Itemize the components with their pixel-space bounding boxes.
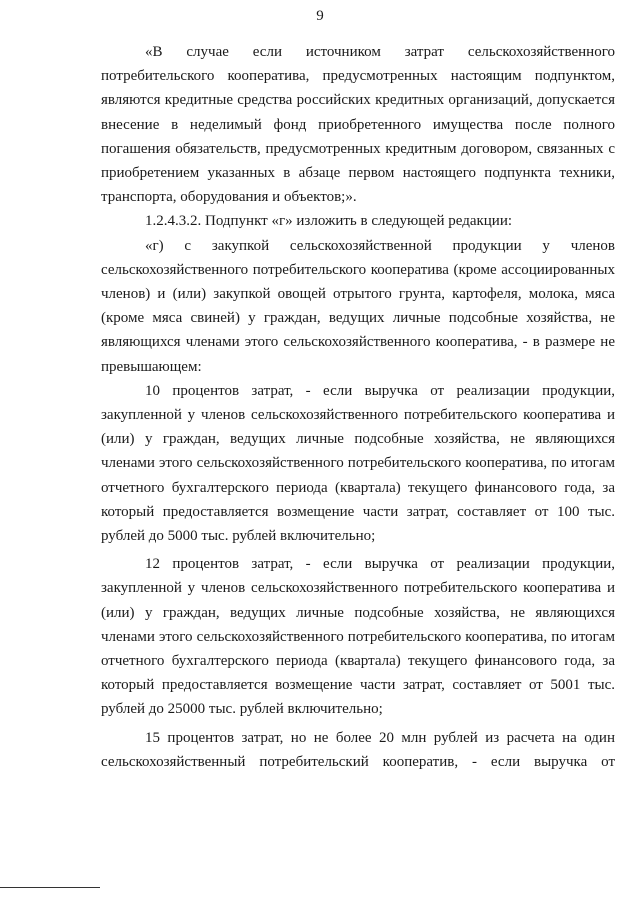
paragraph-credit-funds: «В случае если источником затрат сельскохозяйственного потребительского кооператива, предусмотренных настоящим подпунктом, являются кредитные средства российских кредитных организаций, допускается внесение в неделимый фонд приобретенного имущества после полного погашения обязательств, предусмотренных кредитным договором, связанных с приобретением указанных в абзаце первом настоящего подпункта техники, транспорта, оборудования и объектов;». [101, 44, 615, 206]
paragraph-10-percent: 10 процентов затрат, - если выручка от реализации продукции, закупленной у членов сельскохозяйственного потребительского кооператива и (или) у граждан, ведущих личные подсобные хозяйства, не являющихся членами этого сельскохозяйственного потребительского кооператива, по итогам отчетного бухгалтерского периода (квартала) текущего финансового года, за который предоставляется возмещение части затрат, составляет от 100 тыс. рублей до 5000 тыс. рублей включительно; [101, 382, 615, 545]
paragraph-12-percent: 12 процентов затрат, - если выручка от реализации продукции, закупленной у членов сельскохозяйственного потребительского кооператива и (или) у граждан, ведущих личные подсобные хозяйства, не являющихся членами этого сельскохозяйственного потребительского кооператива, по итогам отчетного бухгалтерского периода (квартала) текущего финансового года, за который предоставляется возмещение части затрат, составляет от 5001 тыс. рублей до 25000 тыс. рублей включительно; [101, 556, 615, 718]
footnote-rule [0, 887, 100, 888]
page-number: 9 [316, 8, 324, 24]
paragraph-15-percent: 15 процентов затрат, но не более 20 млн рублей из расчета на один сельскохозяйственный потребительский кооператив, - если выручка от [101, 729, 615, 770]
paragraph-subitem-g: «г) с закупкой сельскохозяйственной продукции у членов сельскохозяйственного потребительского кооператива (кроме ассоциированных членов) и (или) закупкой овощей отрытого грунта, картофеля, молока, мяса (кроме мяса свиней) у граждан, ведущих личные подсобные хозяйства, не являющихся членами этого сельскохозяйственного кооператива, - в размере не превышающем: [101, 237, 615, 375]
paragraph-subitem-heading: 1.2.4.3.2. Подпункт «г» изложить в следующей редакции: [145, 213, 513, 230]
document-body [101, 40, 615, 774]
